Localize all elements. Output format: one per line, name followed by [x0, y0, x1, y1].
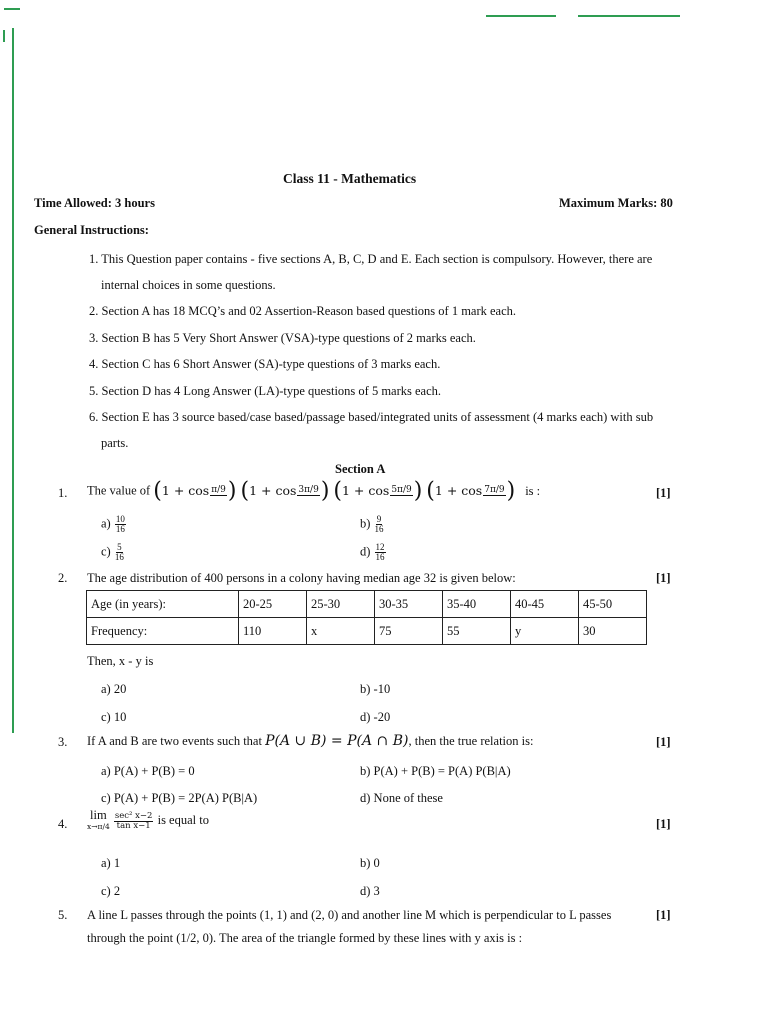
product-expression: (1 + cos π/9 ) (1 + cos 3π/9 ) (1 + cos 5π/9 ) (1 + cos 7π/9 ) [153, 478, 516, 503]
limit-operator: lim [90, 808, 107, 822]
top-right-rule-1 [486, 15, 556, 17]
instruction-line: 3. Section B has 5 Very Short Answer (VSA)-type questions of 2 marks each. [89, 331, 476, 345]
question-1-tail: is : [525, 483, 541, 498]
option-d: d) None of these [360, 791, 443, 805]
question-2-text: The age distribution of 400 persons in a colony having median age 32 is given below: [87, 571, 516, 585]
table-cell: 55 [443, 618, 511, 645]
table-cell: 20-25 [239, 591, 307, 618]
instruction-line: 4. Section C has 6 Short Answer (SA)-type questions of 3 marks each. [89, 357, 441, 371]
instruction-line: 2. Section A has 18 MCQ’s and 02 Assertion-Reason based questions of 1 mark each. [89, 304, 517, 318]
left-margin-rule [12, 28, 14, 733]
question-5-line1: A line L passes through the points (1, 1) and (2, 0) and another line M which is perpendicular to L passes [87, 908, 612, 922]
question-number: 3. [58, 735, 68, 749]
option-a: a) 1 [101, 856, 121, 870]
table-row [87, 591, 647, 618]
time-allowed: Time Allowed: 3 hours [34, 196, 155, 210]
question-1-text [87, 478, 541, 503]
probability-expression: P(A ∪ B) = P(A ∩ B) [265, 733, 409, 749]
table-cell: 30-35 [375, 591, 443, 618]
limit-subscript: x→π/4 [87, 822, 110, 831]
option-b: b) 0 [360, 856, 380, 870]
question-number: 4. [58, 817, 68, 831]
instruction-line: internal choices in some questions. [101, 278, 276, 292]
age-distribution-table [86, 590, 647, 645]
table-cell: 25-30 [307, 591, 375, 618]
question-4-text: is equal to [157, 812, 209, 827]
instruction-line: parts. [101, 436, 129, 450]
table-cell: 45-50 [579, 591, 647, 618]
maximum-marks: Maximum Marks: 80 [559, 196, 673, 210]
option-b: b) -10 [360, 682, 391, 696]
table-cell: Frequency: [87, 618, 239, 645]
cos-argument: 7π/9 [484, 485, 505, 495]
question-5-line2: through the point (1/2, 0). The area of the triangle formed by these lines with y axis is : [87, 931, 523, 945]
question-marks: [1] [656, 486, 671, 500]
table-cell: x [307, 618, 375, 645]
option-d: d) -20 [360, 710, 391, 724]
question-marks: [1] [656, 908, 671, 922]
question-2-then: Then, x - y is [87, 654, 154, 668]
option-c: c) $\frac{5}{16}$ [101, 542, 124, 562]
limit-fraction: $\frac{\text{sec² x−2}}{\text{tan x−1}}$ [114, 810, 153, 831]
question-marks: [1] [656, 735, 671, 749]
question-number: 5. [58, 908, 68, 922]
cos-argument: 3π/9 [298, 485, 319, 495]
top-right-rule-2 [578, 15, 680, 17]
question-number: 2. [58, 571, 68, 585]
option-c: c) P(A) + P(B) = 2P(A) P(B|A) [101, 791, 258, 805]
section-a-heading: Section A [335, 462, 386, 476]
general-instructions-heading: General Instructions: [34, 223, 149, 237]
cos-argument: 5π/9 [391, 485, 412, 495]
table-cell: Age (in years): [87, 591, 239, 618]
option-a: a) $\frac{10}{16}$ [101, 514, 125, 534]
option-c: c) 2 [101, 884, 121, 898]
table-cell: 30 [579, 618, 647, 645]
table-cell: 40-45 [511, 591, 579, 618]
page-title: Class 11 - Mathematics [283, 171, 417, 186]
table-cell: 110 [239, 618, 307, 645]
question-1-lead: The value of [87, 483, 151, 498]
question-3-text: If A and B are two events such that P(A ∪ B) = P(A ∩ B), then the true relation is: [87, 733, 534, 749]
option-d: d) 3 [360, 884, 380, 898]
question-marks: [1] [656, 817, 671, 831]
table-row [87, 618, 647, 645]
option-a: a) P(A) + P(B) = 0 [101, 764, 195, 778]
instruction-line: 6. Section E has 3 source based/case based/passage based/integrated units of assessment (4 marks each) with sub [89, 410, 654, 424]
cos-argument: π/9 [211, 485, 226, 495]
top-left-mark [4, 8, 20, 10]
option-c: c) 10 [101, 710, 127, 724]
option-a: a) 20 [101, 682, 127, 696]
question-marks: [1] [656, 571, 671, 585]
option-b: b) P(A) + P(B) = P(A) P(B|A) [360, 764, 511, 778]
table-cell: y [511, 618, 579, 645]
option-d: d) $\frac{12}{16}$ [360, 542, 385, 562]
question-number: 1. [58, 486, 68, 500]
option-b: b) $\frac{9}{16}$ [360, 514, 384, 534]
limit-expression [87, 810, 209, 832]
table-cell: 75 [375, 618, 443, 645]
instruction-line: 1. This Question paper contains - five sections A, B, C, D and E. Each section is compulsory. However, there are [89, 252, 653, 266]
left-margin-tick [3, 30, 5, 42]
instruction-line: 5. Section D has 4 Long Answer (LA)-type questions of 5 marks each. [89, 384, 442, 398]
table-cell: 35-40 [443, 591, 511, 618]
